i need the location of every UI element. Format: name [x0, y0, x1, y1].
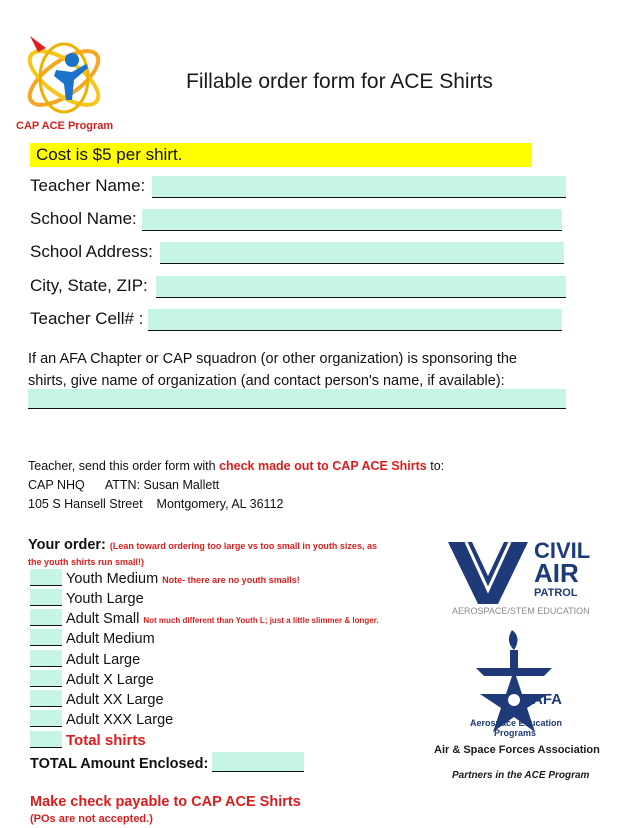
adult-xxx-large-label: Adult XXX Large: [66, 712, 174, 728]
youth-medium-qty[interactable]: [30, 569, 62, 586]
total-amount-field[interactable]: [212, 752, 304, 772]
order-item-adult-small: [30, 609, 379, 629]
city-state-zip-label: City, State, ZIP:: [30, 276, 148, 295]
adult-medium-qty[interactable]: [30, 629, 62, 646]
civil-air-patrol-logo: [446, 532, 614, 618]
partners-caption: Partners in the ACE Program: [452, 770, 590, 781]
order-item-adult-xx-large: [30, 690, 164, 710]
po-notice: (POs are not accepted.): [30, 813, 153, 825]
instructions-attn: CAP NHQ ATTN: Susan Mallett: [28, 478, 220, 492]
order-size-note-continued: the youth shirts run small!): [28, 557, 145, 567]
adult-x-large-qty[interactable]: [30, 670, 62, 687]
afa-subtitle-1: Aerospace Education: [470, 718, 563, 728]
instructions-suffix: to:: [426, 459, 445, 473]
cost-notice: Cost is $5 per shirt.: [30, 143, 532, 167]
youth-large-label: Youth Large: [66, 591, 144, 607]
school-name-row: [28, 209, 568, 235]
adult-xxx-large-qty[interactable]: [30, 710, 62, 727]
school-address-label: School Address:: [30, 242, 153, 261]
payable-notice: Make check payable to CAP ACE Shirts: [30, 794, 301, 810]
total-amount-label: TOTAL Amount Enclosed:: [30, 756, 209, 772]
afa-organization-name: Air & Space Forces Association: [434, 744, 600, 756]
school-address-field[interactable]: [160, 242, 564, 264]
afa-mark: AFA: [532, 691, 562, 708]
adult-xx-large-label: Adult XX Large: [66, 692, 164, 708]
order-size-note: (Lean toward ordering too large vs too small in youth sizes, as: [109, 541, 377, 551]
sponsor-line-2: shirts, give name of organization (and contact person's name, if available):: [28, 373, 505, 389]
instructions-line-1: [28, 457, 444, 476]
adult-large-qty[interactable]: [30, 650, 62, 667]
school-address-row: [28, 242, 568, 268]
cap-line-2: AIR: [534, 558, 579, 588]
teacher-cell-row: [28, 309, 568, 335]
order-item-youth-large: [30, 589, 144, 609]
ace-program-logo: [16, 30, 111, 120]
cap-line-1: CIVIL: [534, 538, 591, 563]
order-heading-label: Your order:: [28, 537, 106, 553]
youth-medium-note: Note- there are no youth smalls!: [162, 575, 300, 585]
total-shirts-label: Total shirts: [66, 732, 146, 749]
city-state-zip-row: [28, 276, 568, 302]
order-item-adult-x-large: [30, 670, 154, 690]
page-title: Fillable order form for ACE Shirts: [186, 70, 493, 93]
sponsor-organization-field[interactable]: [28, 389, 566, 409]
school-name-field[interactable]: [142, 209, 562, 231]
adult-small-note: Not much different than Youth L; just a little slimmer & longer.: [143, 616, 379, 625]
sponsor-line-1: If an AFA Chapter or CAP squadron (or other organization) is sponsoring the: [28, 351, 517, 367]
adult-small-label: Adult Small: [66, 611, 140, 627]
teacher-name-row: [28, 176, 568, 202]
youth-large-qty[interactable]: [30, 589, 62, 606]
sponsor-instructions: [28, 348, 588, 392]
teacher-cell-field[interactable]: [148, 309, 562, 331]
instructions-prefix: Teacher, send this order form with: [28, 459, 220, 473]
city-state-zip-field[interactable]: [156, 276, 566, 298]
mailing-instructions: [28, 457, 444, 514]
instructions-emphasis: check made out to CAP ACE Shirts: [219, 459, 427, 473]
teacher-name-label: Teacher Name:: [30, 176, 146, 195]
order-heading: [28, 537, 377, 553]
total-shirts-qty[interactable]: [30, 731, 62, 748]
order-item-youth-medium: [30, 569, 300, 589]
order-item-adult-xxx-large: [30, 710, 173, 730]
cap-line-3: PATROL: [534, 587, 578, 599]
order-item-adult-large: [30, 650, 140, 670]
adult-large-label: Adult Large: [66, 652, 141, 668]
adult-x-large-label: Adult X Large: [66, 672, 154, 688]
afa-subtitle-2: Programs: [494, 728, 537, 738]
cap-subtitle: AEROSPACE/STEM EDUCATION: [452, 606, 590, 616]
instructions-address: 105 S Hansell Street Montgomery, AL 36112: [28, 497, 284, 511]
school-name-label: School Name:: [30, 209, 137, 228]
ace-logo-caption: CAP ACE Program: [16, 120, 114, 132]
order-total-shirts: [30, 731, 146, 751]
adult-medium-label: Adult Medium: [66, 631, 155, 647]
order-item-adult-medium: [30, 629, 155, 649]
afa-aerospace-education-logo: [470, 628, 600, 738]
teacher-name-field[interactable]: [152, 176, 566, 198]
adult-xx-large-qty[interactable]: [30, 690, 62, 707]
youth-medium-label: Youth Medium: [66, 571, 159, 587]
adult-small-qty[interactable]: [30, 609, 62, 626]
teacher-cell-label: Teacher Cell# :: [30, 309, 144, 328]
total-amount-row: [30, 752, 304, 772]
